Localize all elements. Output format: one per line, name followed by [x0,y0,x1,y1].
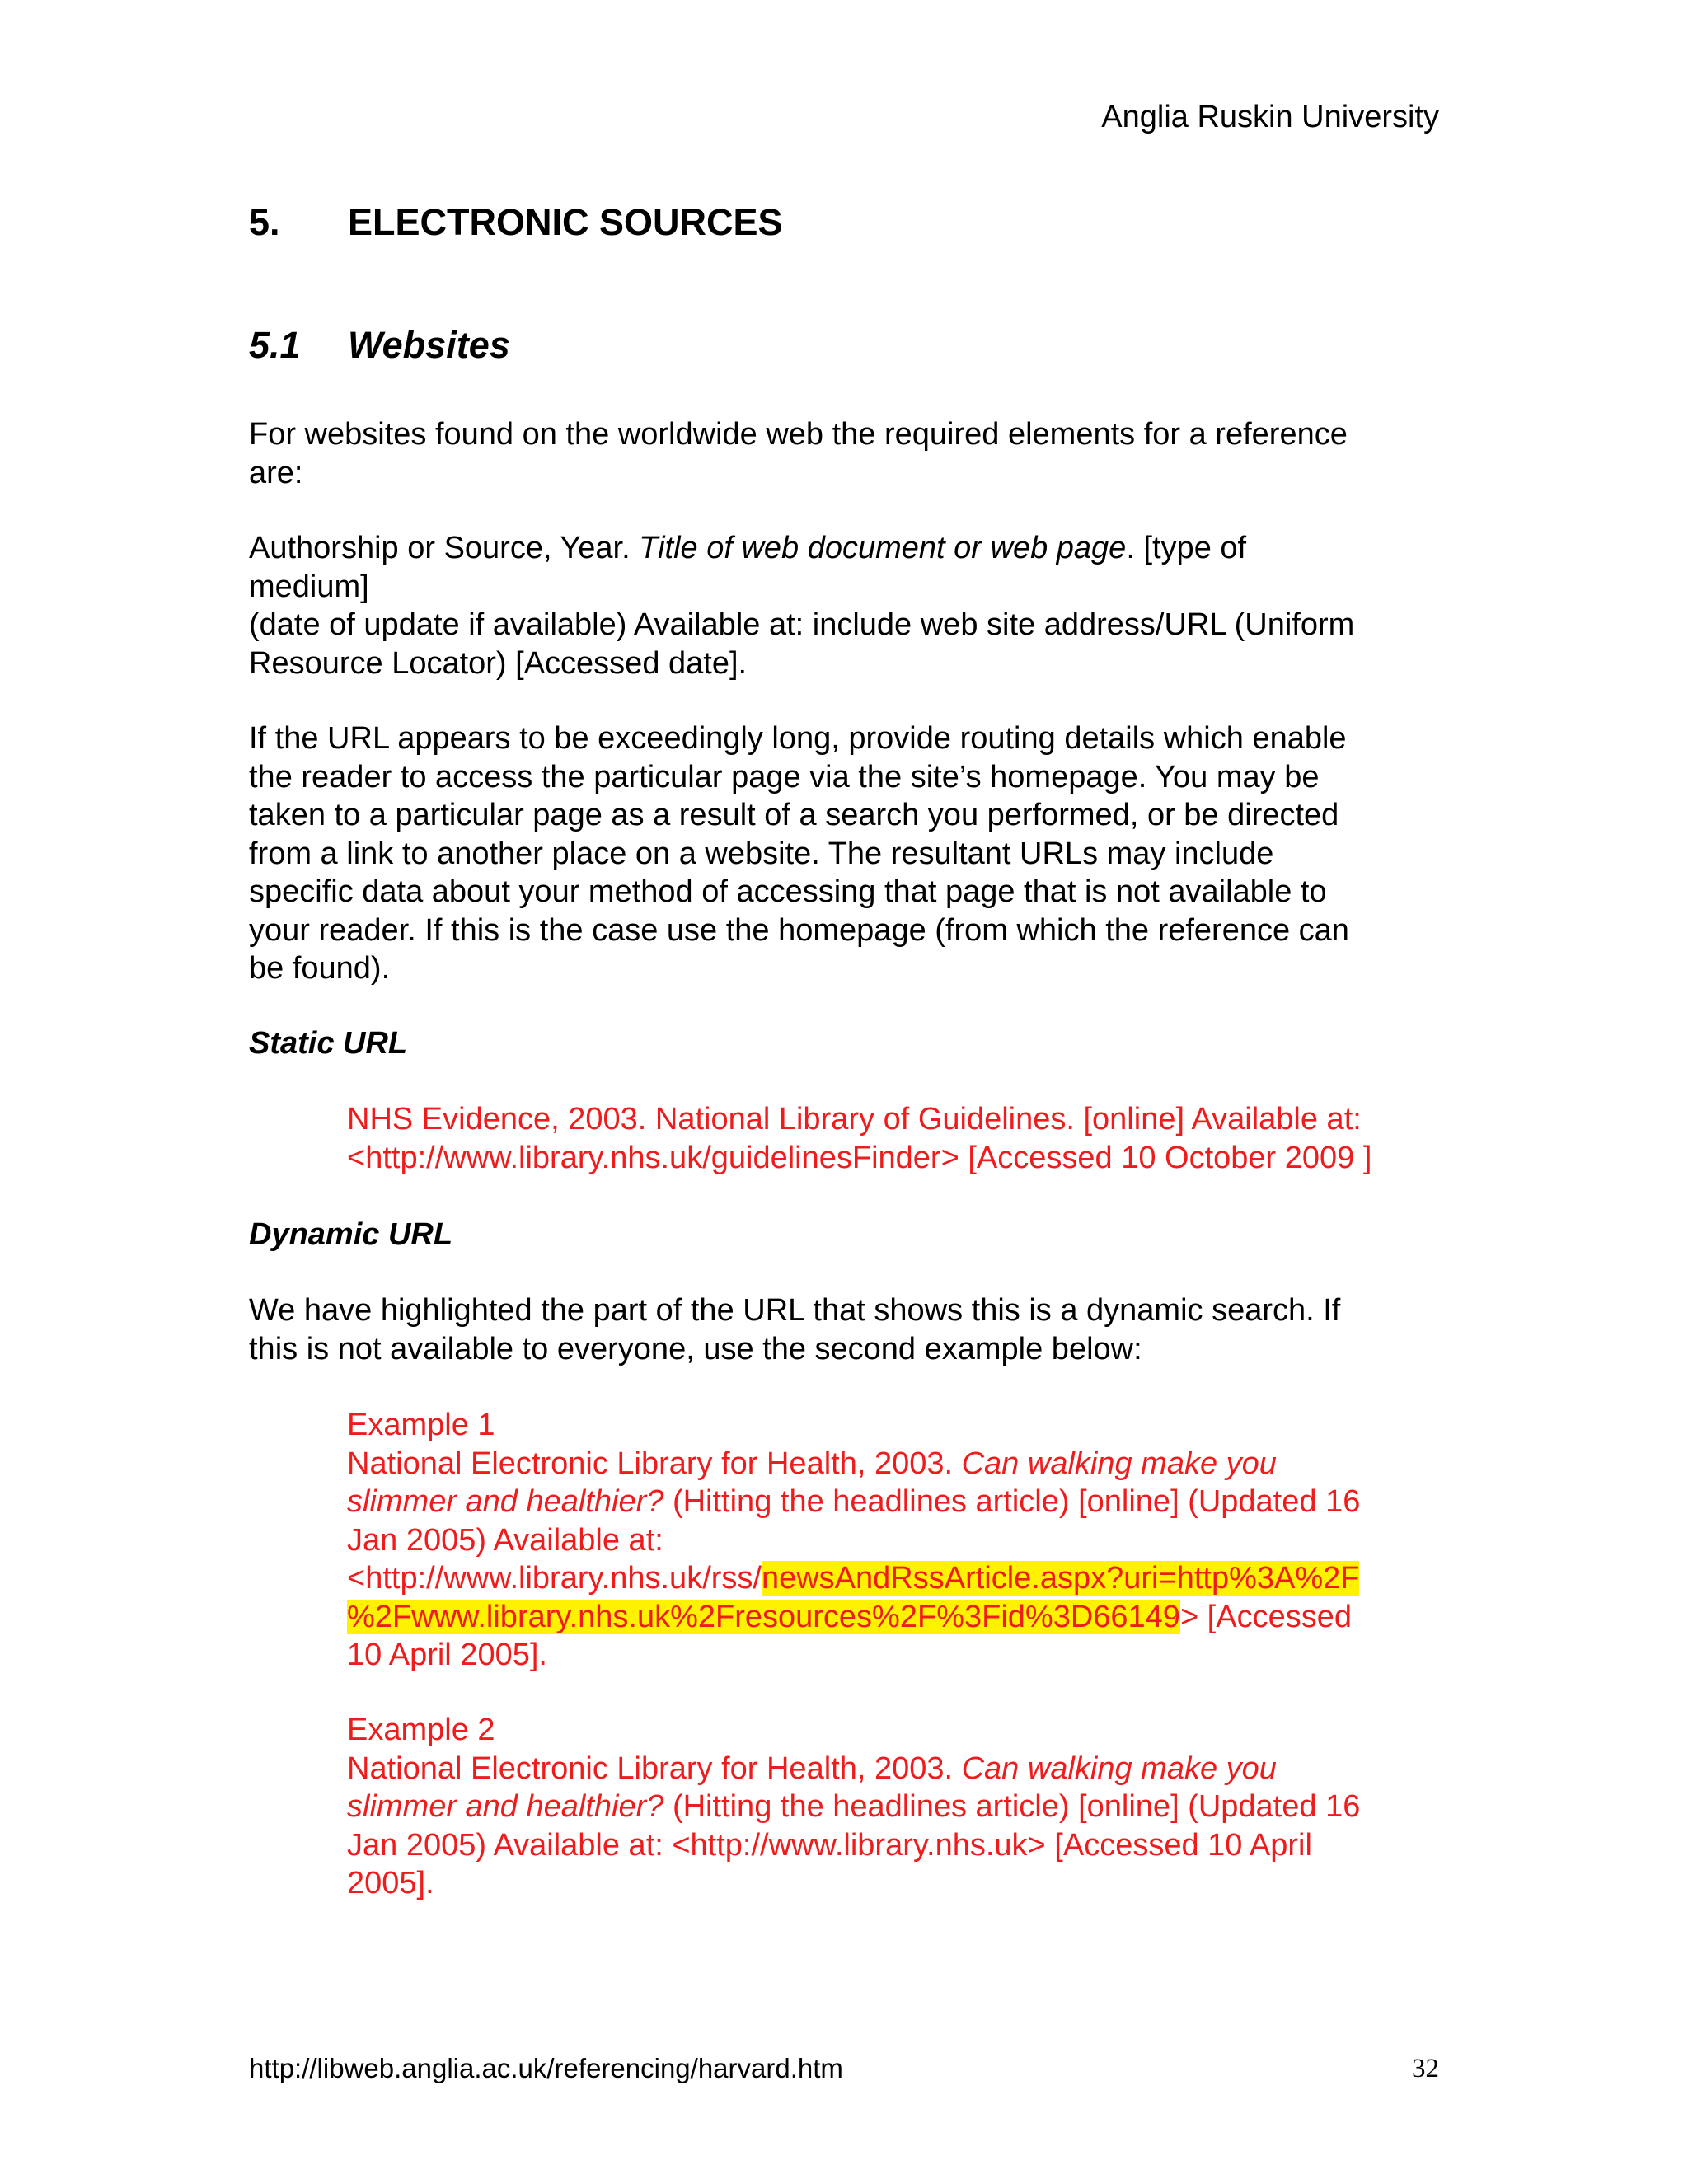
format-title-italic: Title of web document or web page [639,531,1127,565]
format-paragraph [249,529,1444,682]
reference-line: 2005]. [347,1866,434,1900]
subsection-heading [249,322,510,368]
section-number: 5. [249,201,280,243]
paragraph-line: your reader. If this is the case use the homepage (from which the reference can [249,912,1349,948]
reference-text: > [Accessed [1179,1599,1352,1634]
reference-line: <http://www.library.nhs.uk/guidelinesFinder> [Accessed 10 October 2009 ] [347,1140,1372,1175]
paragraph-line: the reader to access the particular page via the site’s homepage. You may be [249,759,1320,794]
reference-text: (Hitting the headlines article) [online] (Updated 16 [663,1789,1361,1824]
footer-url: http://libweb.anglia.ac.uk/referencing/harvard.htm [249,2053,843,2083]
paragraph-line: from a link to another place on a website. The resultant URLs may include [249,836,1274,871]
paragraph-line: be found). [249,951,391,986]
paragraph-line: taken to a particular page as a result of a search you performed, or be directed [249,798,1339,832]
format-text: Authorship or Source, Year. [249,531,640,565]
reference-line: 10 April 2005]. [347,1638,547,1672]
paragraph-line: this is not available to everyone, use the second example below: [249,1331,1142,1366]
example-1-reference [347,1406,1501,1675]
format-line: medium] [249,569,369,604]
subsection-title: Websites [348,324,510,366]
reference-text: National Electronic Library for Health, 2003. [347,1446,962,1481]
reference-line: NHS Evidence, 2003. National Library of Guidelines. [online] Available at: [347,1102,1362,1137]
format-text: . [type of [1126,531,1247,565]
intro-line: are: [249,455,303,490]
dynamic-url-heading: Dynamic URL [249,1217,453,1252]
dynamic-url-intro [249,1291,1444,1368]
reference-line [347,1483,1501,1521]
paragraph-line: If the URL appears to be exceedingly long, provide routing details which enable [249,721,1347,756]
reference-title-italic: Can walking make you [961,1750,1277,1786]
reference-text: <http://www.library.nhs.uk/rss/ [347,1561,762,1596]
subsection-number: 5.1 [249,324,301,366]
example-label: Example 2 [347,1713,495,1747]
reference-title-italic: slimmer and healthier? [347,1789,664,1824]
intro-line: For websites found on the worldwide web the required elements for a reference [249,417,1348,452]
long-url-paragraph [249,719,1444,988]
highlighted-url-part: %2Fwww.library.nhs.uk%2Fresources%2F%3Fid%3D66149 [347,1599,1180,1634]
reference-title-italic: Can walking make you [961,1446,1277,1481]
paragraph-line: specific data about your method of accessing that page that is not available to [249,874,1327,909]
paragraph-line: We have highlighted the part of the URL that shows this is a dynamic search. If [249,1293,1341,1328]
section-heading [249,199,783,246]
intro-paragraph [249,415,1444,492]
reference-line [347,1598,1501,1637]
format-line [249,529,1444,568]
reference-line: Jan 2005) Available at: [347,1522,663,1558]
reference-line [347,1445,1501,1483]
example-2-reference [347,1711,1501,1903]
reference-line [347,1788,1501,1826]
example-label: Example 1 [347,1408,495,1442]
reference-text: National Electronic Library for Health, 2003. [347,1750,962,1786]
reference-text: (Hitting the headlines article) [online] (Updated 16 [663,1484,1361,1519]
format-line: Resource Locator) [Accessed date]. [249,645,748,681]
section-title: ELECTRONIC SOURCES [348,201,783,243]
static-url-heading: Static URL [249,1026,408,1061]
institution-header: Anglia Ruskin University [1101,100,1439,134]
reference-line [347,1559,1501,1598]
reference-title-italic: slimmer and healthier? [347,1484,664,1519]
static-url-reference [347,1100,1501,1177]
page-number: 32 [1412,2054,1439,2083]
reference-line [347,1750,1501,1788]
format-line: (date of update if available) Available at: include web site address/URL (Uniform [249,607,1355,642]
reference-line: Jan 2005) Available at: <http://www.library.nhs.uk> [Accessed 10 April [347,1827,1312,1863]
highlighted-url-part: newsAndRssArticle.aspx?uri=http%3A%2F [761,1561,1360,1596]
